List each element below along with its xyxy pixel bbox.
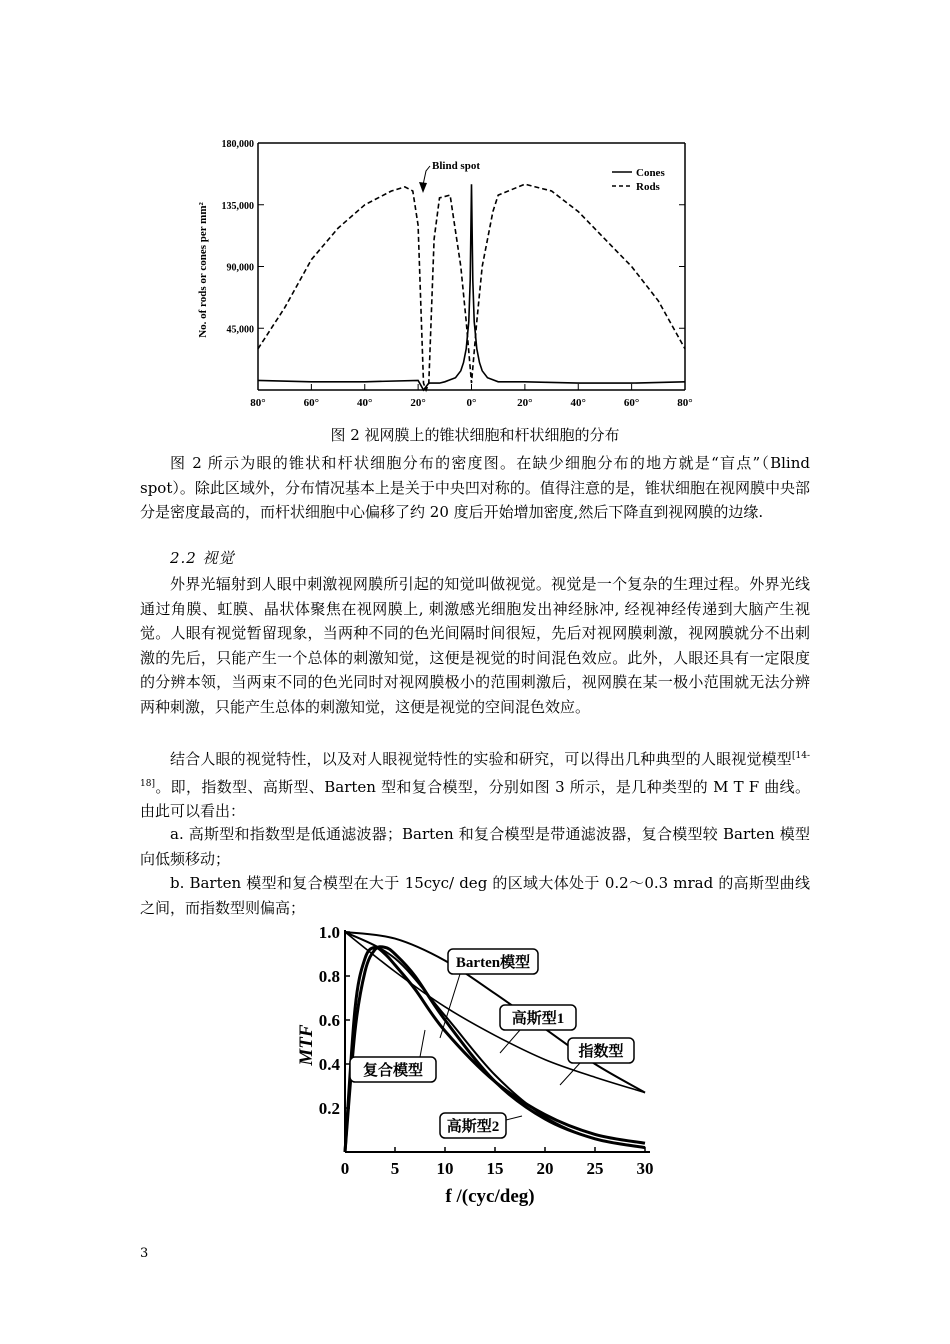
x-tick-label: 80°	[250, 397, 266, 409]
x-tick-label: 0	[340, 1159, 350, 1178]
legend-cones-label: Cones	[636, 167, 665, 179]
paragraph-vision-models	[140, 744, 810, 824]
y-tick-label: 45,000	[226, 324, 254, 336]
x-tick-label: 25	[586, 1159, 604, 1178]
blind-spot-arrow	[423, 166, 430, 185]
svg-text:Barten模型: Barten模型	[455, 955, 531, 971]
page-number: 3	[140, 1246, 149, 1261]
x-tick-label: 20°	[517, 397, 533, 409]
x-tick-label: 20°	[410, 397, 426, 409]
figure-2-caption: 图 2 视网膜上的锥状细胞和杆状细胞的分布	[330, 426, 620, 444]
legend	[612, 167, 665, 193]
legend-rods-label: Rods	[636, 181, 660, 193]
x-tick-label: 0°	[466, 397, 477, 409]
paragraph-vision: 外界光辐射到人眼中刺激视网膜所引起的知觉叫做视觉。视觉是一个复杂的生理过程。外界光线通过角膜、虹膜、晶状体聚焦在视网膜上, 刺激感光细胞发出神经脉冲, 经视神经传递到大脑产生视觉。人眼有视觉暂留现象，当两种不同的色光间隔时间很短，先后对视网膜刺激，视网膜就分不出刺激的先后，只能产生一个总体的刺激知觉，这便是视觉的时间混色效应。此外，人眼还具有一定限度的分辨本领，当两束不同的色光同时对视网膜极小的范围刺激后，视网膜在某一极小范围就无法分辨两种刺激，只能产生总体的刺激知觉，这便是视觉的空间混色效应。	[140, 575, 810, 716]
y-tick-label: 0.6	[318, 1011, 340, 1030]
series-line-cones	[258, 184, 685, 390]
x-axis-label: f /(cyc/deg)	[445, 1186, 535, 1207]
x-tick-label: 40°	[570, 397, 586, 409]
x-tick-label: 15	[486, 1159, 504, 1178]
blind-spot-arrowhead	[419, 182, 427, 193]
y-tick-label: 90,000	[226, 262, 254, 274]
y-tick-label: 180,000	[221, 139, 254, 150]
svg-text:高斯型1: 高斯型1	[511, 1011, 565, 1027]
x-tick-label: 10	[436, 1159, 454, 1178]
svg-text:指数型: 指数型	[578, 1044, 624, 1060]
blind-spot-annotation: Blind spot	[432, 160, 480, 172]
section-heading-vision: 2.2 视觉	[170, 549, 235, 567]
svg-text:复合模型: 复合模型	[362, 1063, 424, 1079]
label-gaussian-2	[440, 1113, 522, 1138]
svg-text:高斯型2: 高斯型2	[446, 1119, 500, 1135]
x-tick-label: 5	[390, 1159, 400, 1178]
citation: [14-18]	[140, 751, 810, 789]
y-axis-label: No. of rods or cones per mm²	[197, 202, 209, 338]
label-gaussian-1	[500, 1005, 576, 1053]
x-tick-label: 30	[636, 1159, 654, 1178]
y-tick-label: 0.8	[318, 967, 340, 986]
paragraph-models-text: 结合人眼的视觉特性，以及对人眼视觉特性的实验和研究，可以得出几种典型的人眼视觉模型	[170, 750, 792, 768]
list-item-b: b. Barten 模型和复合模型在大于 15cyc/ deg 的区域大体处于 0.2～0.3 mrad 的高斯型曲线之间，而指数型则偏高；	[140, 874, 810, 917]
list-item-a: a. 高斯型和指数型是低通滤波器；Barten 和复合模型是带通滤波器，复合模型较 Barten 模型向低频移动；	[140, 825, 810, 868]
x-tick-label: 40°	[357, 397, 373, 409]
x-tick-label: 60°	[303, 397, 320, 409]
y-axis-label: MTF	[296, 1024, 317, 1066]
y-tick-label: 135,000	[221, 200, 254, 212]
y-tick-label: 1.0	[318, 923, 340, 942]
x-tick-label: 80°	[677, 397, 693, 409]
y-tick-label: 0.4	[318, 1055, 340, 1074]
retina-density-chart	[190, 135, 705, 415]
y-tick-label: 0.2	[318, 1099, 340, 1118]
chart-axes	[258, 143, 685, 390]
label-composite	[350, 1030, 436, 1082]
x-tick-label: 60°	[623, 397, 640, 409]
paragraph-density-description: 图 2 所示为眼的锥状和杆状细胞分布的密度图。在缺少细胞分布的地方就是“盲点”（Blind spot）。除此区域外，分布情况基本上是关于中央凹对称的。值得注意的是，锥状细胞在视网膜中央部分是密度最高的，而杆状细胞中心偏移了约 20 度后开始增加密度,然后下降直到视网膜的边缘.	[140, 454, 810, 521]
paragraph-models-text-cont: 。即，指数型、高斯型、Barten 型和复合模型，分别如图 3 所示，是几种类型的 M T F 曲线。由此可以看出：	[140, 777, 810, 820]
mtf-curves-chart	[290, 920, 670, 1210]
x-tick-label: 20	[536, 1159, 554, 1178]
